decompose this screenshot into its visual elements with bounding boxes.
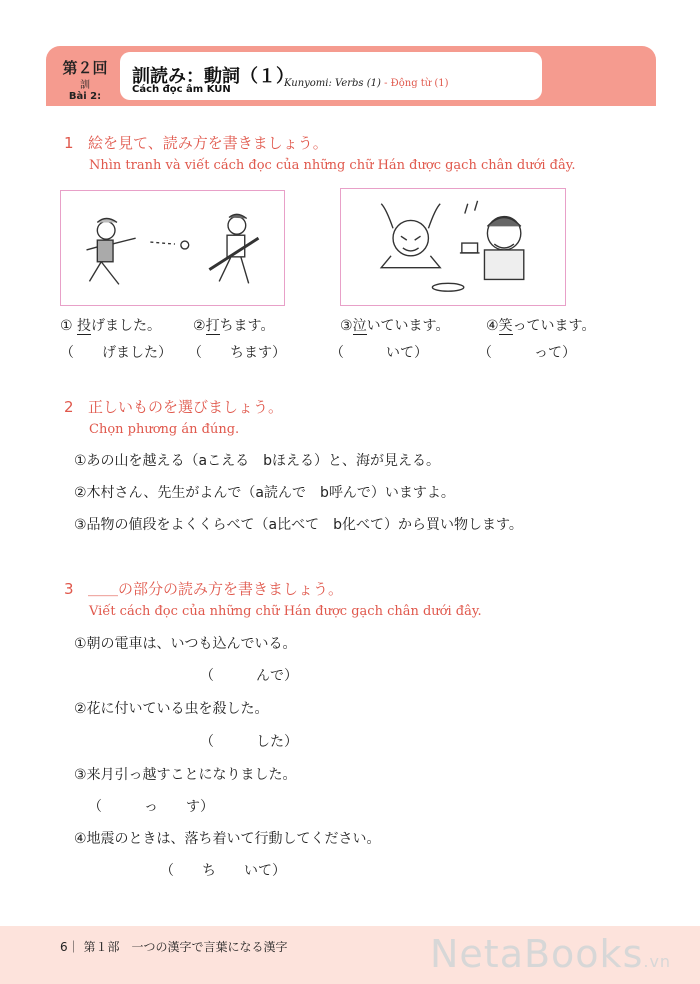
lesson-badge bbox=[58, 53, 112, 101]
s2-line-3: ③品物の値段をよくくらべて（a比べて b化べて）から買い物します。 bbox=[74, 517, 523, 533]
baseball-illustration bbox=[61, 191, 284, 305]
s1-item-1-kanji: 投 bbox=[77, 318, 92, 334]
s3-question-4: ④地震のときは、落ち着いて行動してください。 bbox=[74, 831, 381, 847]
s3-answer-3[interactable]: （ っ す） bbox=[88, 799, 214, 815]
s1-item-1: ① 投げました。 bbox=[60, 318, 162, 334]
section1-instruction: Nhìn tranh và viết cách đọc của những chữ Hán được gạch chân dưới đây. bbox=[89, 158, 576, 173]
s1-item-4: ④笑っています。 bbox=[486, 318, 596, 334]
section3-instruction: Viết cách đọc của những chữ Hán được gạch chân dưới đây. bbox=[89, 604, 482, 619]
footer bbox=[0, 926, 700, 984]
s1-answer-4[interactable]: （ って） bbox=[478, 345, 576, 361]
s1-item-2-kanji: 打 bbox=[205, 318, 220, 334]
s1-item-2: ②打ちます。 bbox=[193, 318, 275, 334]
section3-title: 3 ＿＿の部分の読み方を書きましょう。 bbox=[64, 580, 344, 598]
section1-title: 1 絵を見て、読み方を書きましょう。 bbox=[64, 134, 328, 152]
s3-answer-1[interactable]: （ んで） bbox=[200, 668, 298, 684]
picture-cry-laugh bbox=[340, 188, 566, 306]
title-box bbox=[120, 52, 542, 100]
page-title: 訓読み：動詞（１） bbox=[132, 66, 294, 87]
s1-answer-1[interactable]: （ げました） bbox=[60, 345, 172, 361]
footer-page-info: 6｜ 第１部 一つの漢字で言葉になる漢字 bbox=[60, 940, 288, 954]
s1-item-3: ③泣いています。 bbox=[340, 318, 450, 334]
s3-question-3: ③来月引っ越すことになりました。 bbox=[74, 767, 297, 783]
s3-answer-4[interactable]: （ ち いて） bbox=[160, 863, 286, 879]
s1-answer-2[interactable]: （ ちます） bbox=[188, 345, 286, 361]
section2-title: 2 正しいものを選びましょう。 bbox=[64, 398, 284, 416]
watermark bbox=[430, 932, 671, 976]
cry-laugh-illustration bbox=[341, 189, 565, 305]
s3-answer-2[interactable]: （ した） bbox=[200, 734, 298, 750]
section2-instruction: Chọn phương án đúng. bbox=[89, 422, 240, 437]
s1-item-3-kanji: 泣 bbox=[352, 318, 367, 334]
s3-question-2: ②花に付いている虫を殺した。 bbox=[74, 701, 269, 717]
title-vi: - Động từ (1) bbox=[380, 78, 449, 89]
s1-answer-3[interactable]: （ いて） bbox=[330, 345, 428, 361]
s2-line-2: ②木村さん、先生がよんで（a読んで b呼んで）いますよ。 bbox=[74, 485, 455, 501]
picture-baseball bbox=[60, 190, 285, 306]
lesson-bai: Bài 2: bbox=[68, 91, 102, 102]
lesson-label: 第２回 bbox=[62, 59, 108, 77]
s2-line-1: ①あの山を越える（aこえる bほえる）と、海が見える。 bbox=[74, 453, 441, 469]
lesson-sub: 訓 bbox=[80, 80, 90, 91]
s3-question-1: ①朝の電車は、いつも込んでいる。 bbox=[74, 636, 297, 652]
title-translation bbox=[284, 78, 449, 89]
watermark-text: NetaBooks bbox=[430, 932, 644, 976]
page-subtitle: Cách đọc âm KUN bbox=[132, 84, 231, 95]
watermark-suffix: .vn bbox=[643, 952, 672, 971]
s1-item-4-kanji: 笑 bbox=[498, 318, 513, 334]
title-en: Kunyomi: Verbs (1) bbox=[284, 78, 381, 89]
